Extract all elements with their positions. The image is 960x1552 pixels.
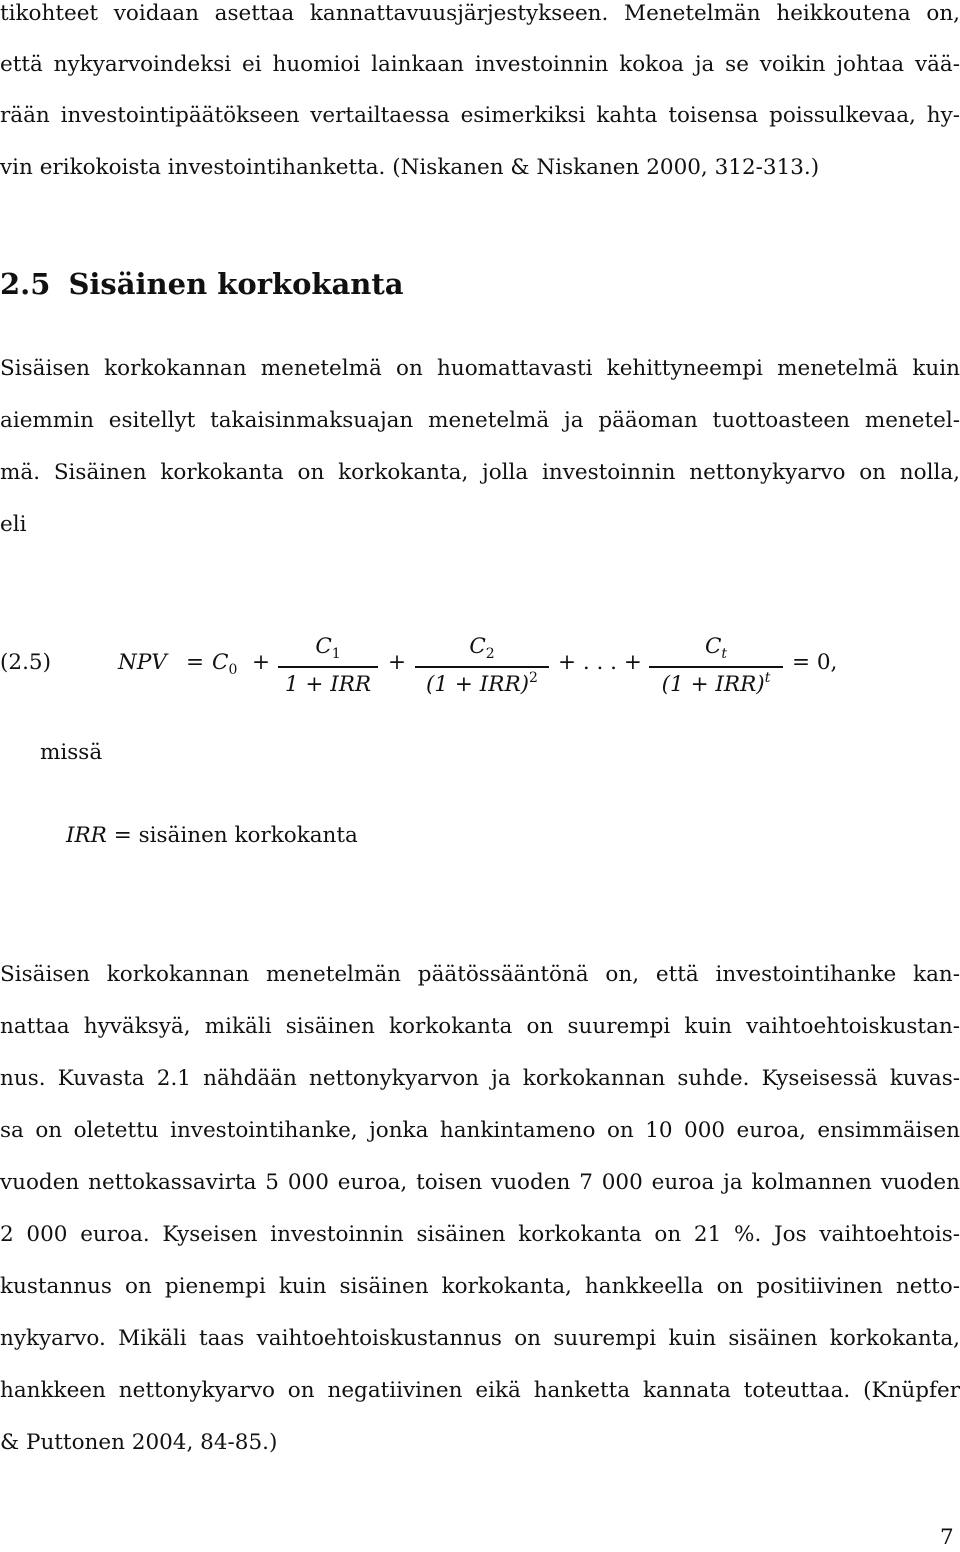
plus-sign: + [388,650,407,675]
intro-line: tikohteet voidaan asettaa kannattavuusjärjestykseen. Menetelmän heikkoutena on, [0,1,960,26]
c0-term: $C_0$ [212,650,238,678]
intro-line: että nykyarvoindeksi ei huomioi lainkaan investoinnin kokoa ja se voikin johtaa vää- [0,52,960,77]
irr-symbol: IRR [66,823,107,848]
fraction-bar [278,666,378,668]
paragraph-line: kustannus on pienempi kuin sisäinen korkokanta, hankkeella on positiivinen netto- [0,1274,960,1299]
fraction-2-denominator: (1 + IRR)$^2$ [426,670,538,697]
section-title: Sisäinen korkokanta [68,267,404,301]
paragraph-line: nattaa hyväksyä, mikäli sisäinen korkokanta on suurempi kuin vaihtoehtoiskustan- [0,1014,960,1039]
intro-line: rään investointipäätökseen vertailtaessa esimerkiksi kahta toisensa poissulkevaa, hy- [0,103,960,128]
paragraph-line: Sisäisen korkokannan menetelmä on huomattavasti kehittyneempi menetelmä kuin [0,356,960,381]
paragraph-line: nykyarvo. Mikäli taas vaihtoehtoiskustannus on suurempi kuin sisäinen korkokanta, [0,1326,960,1351]
fraction-1-numerator: $C_1$ [315,634,341,662]
paragraph-line: hankkeen nettonykyarvo on negatiivinen eikä hanketta kannata toteuttaa. (Knüpfer [0,1378,960,1403]
npv-equation [118,630,958,704]
paragraph-line: mä. Sisäinen korkokanta on korkokanta, jolla investoinnin nettonykyarvo on nolla, [0,460,960,485]
definition-meaning: sisäinen korkokanta [138,823,358,848]
section-number: 2.5 [0,267,51,301]
irr-definition [66,823,358,849]
where-label: missä [40,740,103,765]
paragraph-line: 2 000 euroa. Kyseisen investoinnin sisäinen korkokanta on 21 %. Jos vaihtoehtois- [0,1222,960,1247]
fraction-1 [278,630,378,704]
ellipsis-terms: + . . . + [558,650,642,675]
equation-number: (2.5) [0,650,51,675]
fraction-2 [415,630,549,704]
paragraph-line: & Puttonen 2004, 84-85.) [0,1430,278,1455]
section-heading [0,264,404,304]
paragraph-line: Sisäisen korkokannan menetelmän päätössääntönä on, että investointihanke kan- [0,962,960,987]
fraction-2-numerator: $C_2$ [469,634,495,662]
paragraph-line: vuoden nettokassavirta 5 000 euroa, toisen vuoden 7 000 euroa ja kolmannen vuoden [0,1170,960,1195]
fraction-bar [649,666,783,668]
page-number: 7 [940,1525,954,1550]
fraction-t [649,630,783,704]
intro-line: vin erikokoista investointihanketta. (Niskanen & Niskanen 2000, 312-313.) [0,155,820,180]
paragraph-line: sa on oletettu investointihanke, jonka hankintameno on 10 000 euroa, ensimmäisen [0,1118,960,1143]
paragraph-line: eli [0,512,27,537]
fraction-bar [415,666,549,668]
definition-equals: = [113,823,132,848]
paragraph-line: nus. Kuvasta 2.1 nähdään nettonykyarvon ja korkokannan suhde. Kyseisessä kuvas- [0,1066,960,1091]
fraction-1-denominator: 1 + IRR [284,672,372,697]
equals-sign: = [186,650,205,675]
plus-sign: + [252,650,271,675]
paragraph-line: aiemmin esitellyt takaisinmaksuajan menetelmä ja pääoman tuottoasteen menetel- [0,408,960,433]
fraction-t-numerator: $C_t$ [704,634,728,662]
fraction-t-denominator: (1 + IRR)$^t$ [661,670,771,697]
equals-zero: = 0, [792,650,838,675]
npv-symbol: NPV [118,650,167,675]
